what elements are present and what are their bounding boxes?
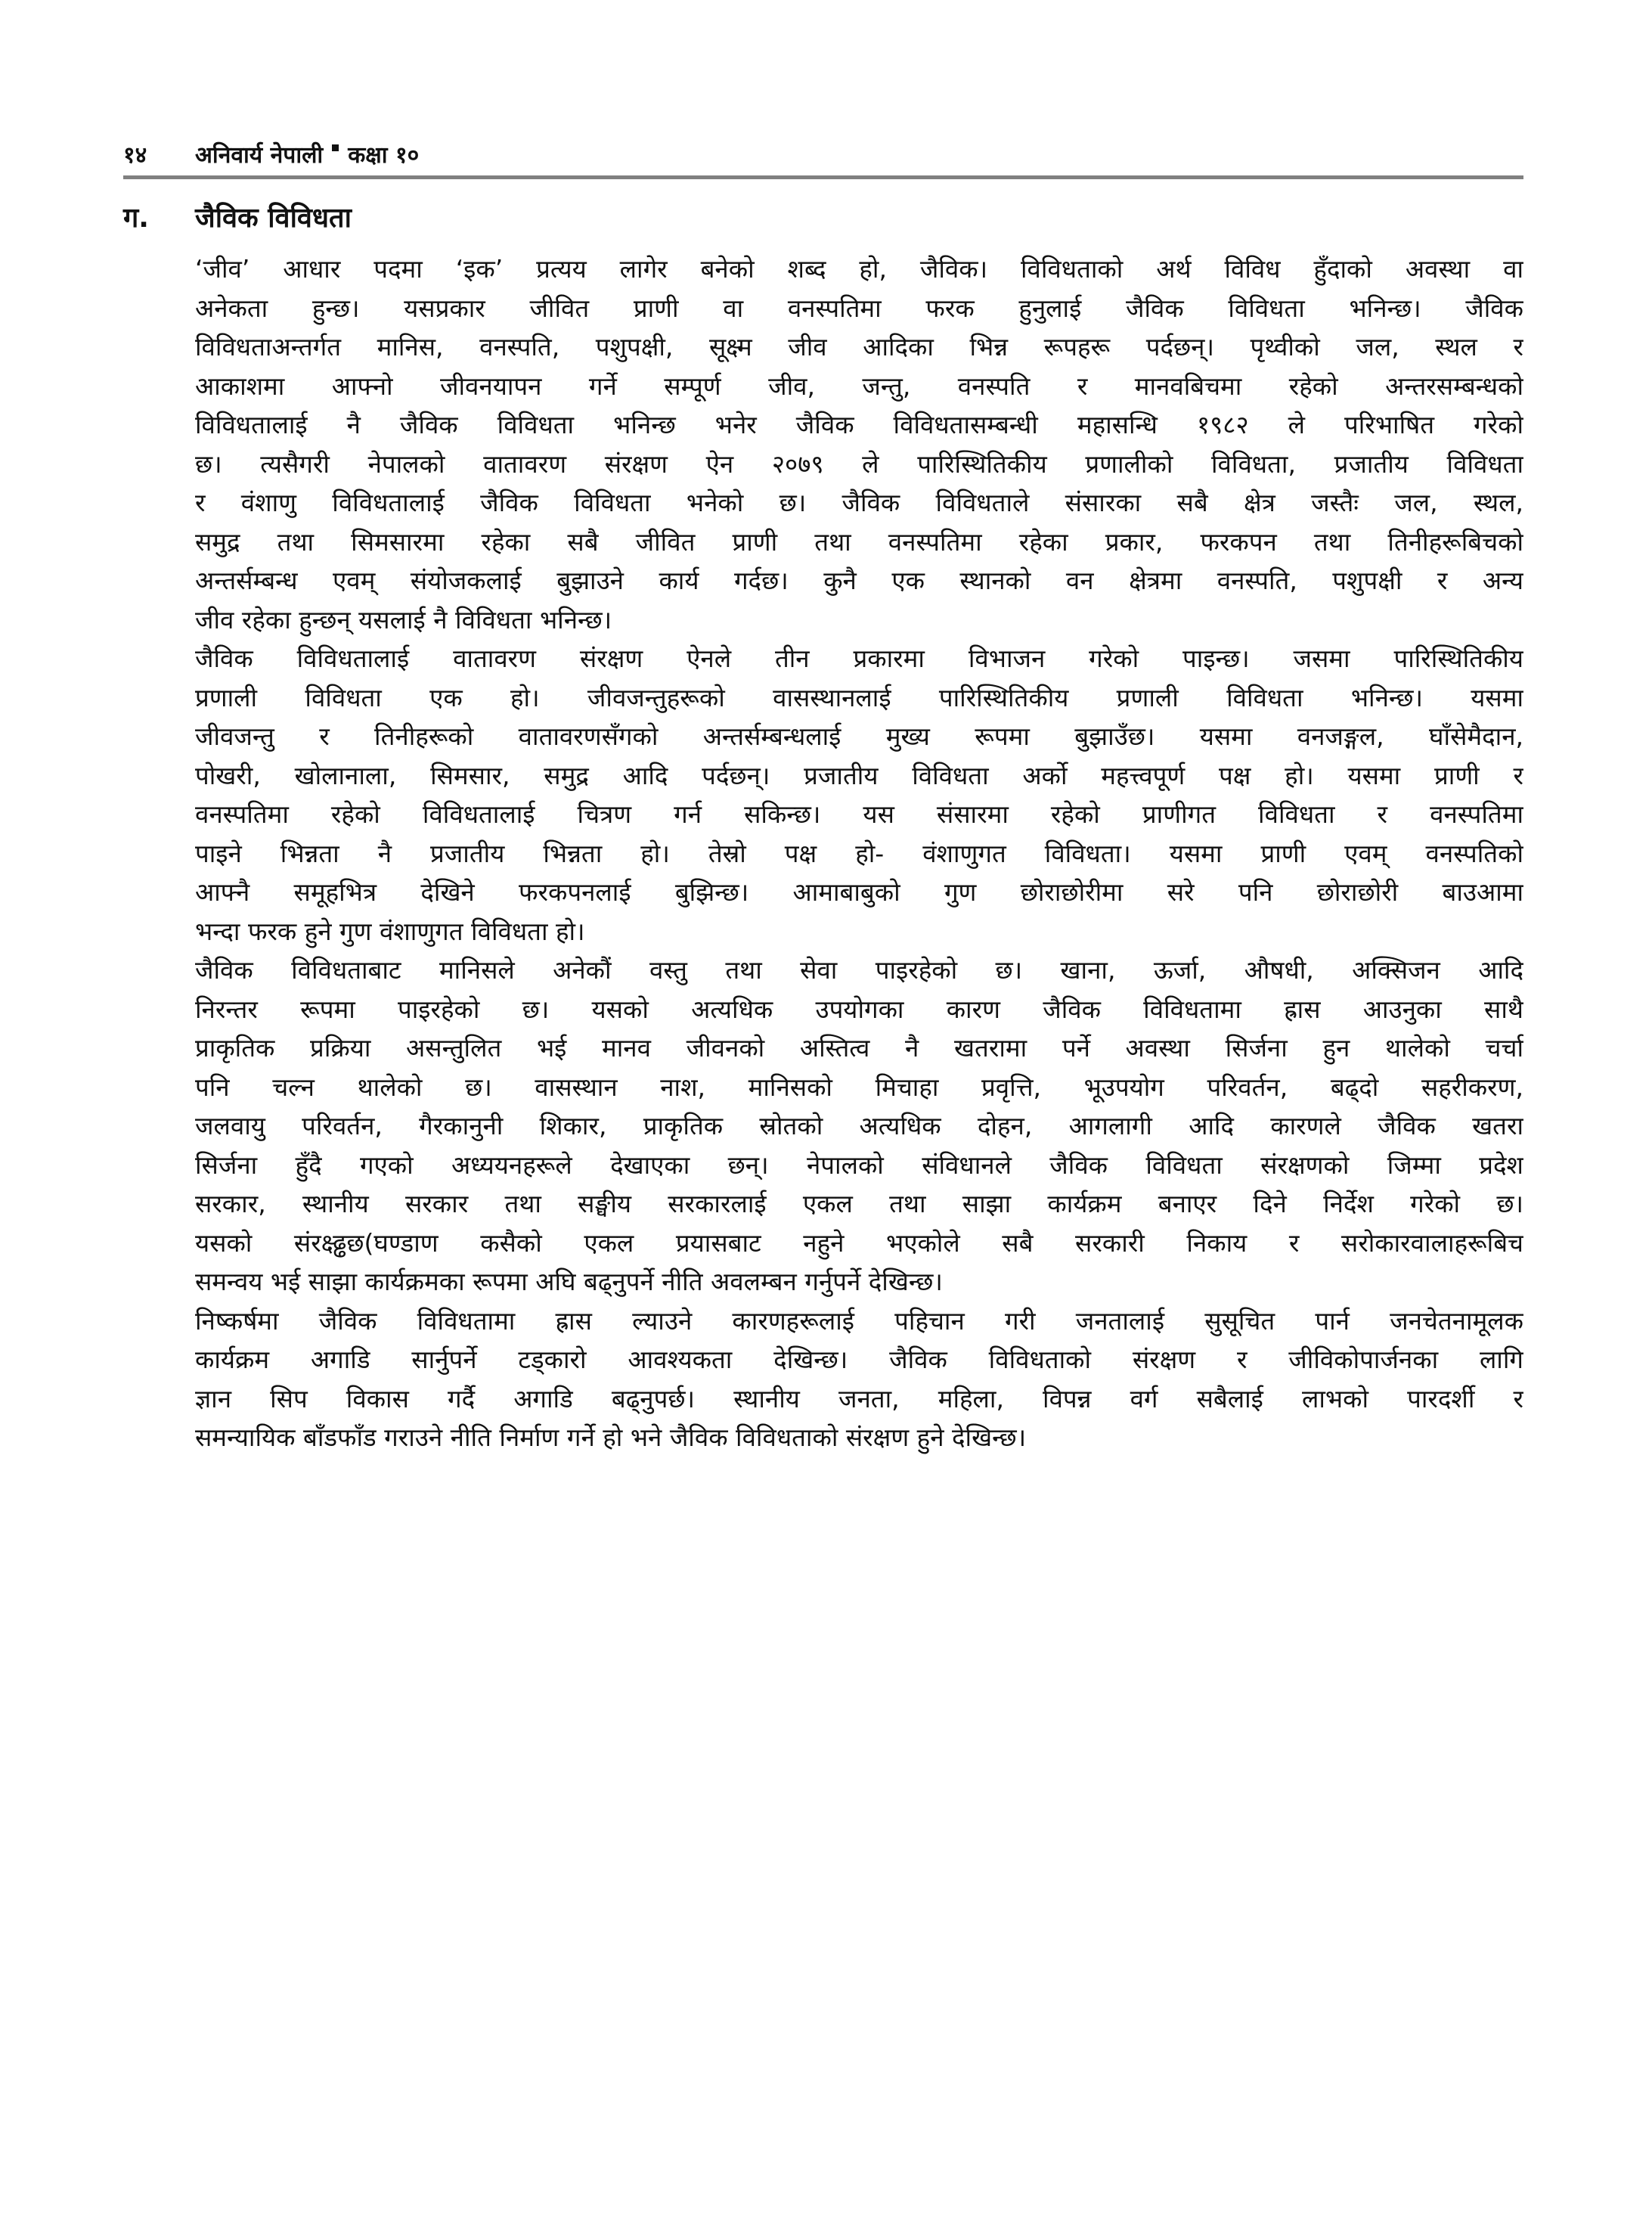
paragraph-line: अन्तर्सम्बन्ध एवम् संयोजकलाई बुझाउने कार्य गर्दछ। कुनै एक स्थानको वन क्षेत्रमा वनस्पति, पशुपक्षी र अन्य — [195, 566, 1523, 595]
paragraph-line: विविधतालाई नै जैविक विविधता भनिन्छ भनेर जैविक विविधतासम्बन्धी महासन्धि १९८२ ले परिभाषित गरेको — [195, 410, 1523, 439]
paragraph-line: ‘जीव’ आधार पदमा ‘इक’ प्रत्यय लागेर बनेको शब्द हो, जैविक। विविधताको अर्थ विविध हुँदाको अवस्था वा — [195, 254, 1523, 284]
paragraph-line: प्राकृतिक प्रक्रिया असन्तुलित भई मानव जीवनको अस्तित्व नै खतरामा पर्ने अवस्था सिर्जना हुन थालेको चर्चा — [195, 1033, 1523, 1063]
paragraph-line: जीव रहेका हुन्छन् यसलाई नै विविधता भनिन्छ। — [195, 604, 612, 635]
paragraph-line: पनि चल्न थालेको छ। वासस्थान नाश, मानिसको मिचाहा प्रवृत्ति, भूउपयोग परिवर्तन, बढ्दो सहरीकरण, — [195, 1072, 1523, 1102]
paragraph-line: सिर्जना हुँदै गएको अध्ययनहरूले देखाएका छन्। नेपालको संविधानले जैविक विविधता संरक्षणको जिम्मा प्रदेश — [195, 1150, 1523, 1180]
paragraph-line: जैविक विविधताबाट मानिसले अनेकौं वस्तु तथा सेवा पाइरहेको छ। खाना, ऊर्जा, औषधी, अक्सिजन आदि — [195, 955, 1523, 985]
running-head — [123, 135, 419, 172]
paragraph-line: यसको संरक्ष्ढ्ढछ(घण्डाण कसैको एकल प्रयासबाट नहुने भएकोले सबै सरकारी निकाय र सरोकारवालाहरूबिच — [195, 1227, 1523, 1258]
paragraph-line: निरन्तर रूपमा पाइरहेको छ। यसको अत्यधिक उपयोगका कारण जैविक विविधतामा ह्रास आउनुका साथै — [195, 994, 1523, 1024]
separator-square-icon — [332, 144, 339, 151]
paragraph-line: निष्कर्षमा जैविक विविधतामा ह्रास ल्याउने कारणहरूलाई पहिचान गरी जनतालाई सुसूचित पार्न जनचेतनामूलक — [195, 1305, 1523, 1336]
paragraph-line: पोखरी, खोलानाला, सिमसार, समुद्र आदि पर्दछन्। प्रजातीय विविधता अर्को महत्त्वपूर्ण पक्ष हो। यसमा प्राणी र — [195, 760, 1523, 790]
paragraph-line: समन्यायिक बाँडफाँड गराउने नीति निर्माण गर्ने हो भने जैविक विविधताको संरक्षण हुने देखिन्छ। — [195, 1423, 1027, 1452]
paragraph-line: ज्ञान सिप विकास गर्दै अगाडि बढ्नुपर्छ। स्थानीय जनता, महिला, विपन्न वर्ग सबैलाई लाभको पारदर्शी र — [195, 1383, 1523, 1413]
grade-label: कक्षा १० — [348, 141, 420, 169]
paragraph-line: भन्दा फरक हुने गुण वंशाणुगत विविधता हो। — [195, 916, 585, 946]
paragraph-line: अनेकता हुन्छ। यसप्रकार जीवित प्राणी वा वनस्पतिमा फरक हुनुलाई जैविक विविधता भनिन्छ। जैविक — [195, 293, 1523, 323]
section-letter: ग. — [123, 203, 149, 234]
paragraph — [195, 250, 1523, 639]
body-text — [195, 250, 1523, 1457]
paragraph-line: कार्यक्रम अगाडि सार्नुपर्ने टड्कारो आवश्यकता देखिन्छ। जैविक विविधताको संरक्षण र जीविकोपार्जनका लागि — [195, 1345, 1523, 1374]
paragraph-line: समन्वय भई साझा कार्यक्रमका रूपमा अघि बढ्नुपर्ने नीति अवलम्बन गर्नुपर्ने देखिन्छ। — [195, 1267, 943, 1296]
paragraph-line: सरकार, स्थानीय सरकार तथा सङ्घीय सरकारलाई एकल तथा साझा कार्यक्रम बनाएर दिने निर्देश गरेको छ। — [195, 1189, 1523, 1218]
paragraph-line: जीवजन्तु र तिनीहरूको वातावरणसँगको अन्तर्सम्बन्धलाई मुख्य रूपमा बुझाउँछ। यसमा वनजङ्गल, घाँसेमैदान, — [195, 721, 1523, 751]
paragraph-line: वनस्पतिमा रहेको विविधतालाई चित्रण गर्न सकिन्छ। यस संसारमा रहेको प्राणीगत विविधता र वनस्पतिमा — [195, 799, 1523, 829]
book-title: अनिवार्य नेपाली — [195, 141, 324, 169]
header-rule — [123, 175, 1523, 179]
paragraph-line: र वंशाणु विविधतालाई जैविक विविधता भनेको छ। जैविक विविधताले संसारका सबै क्षेत्र जस्तैः जल, स्थल, — [195, 488, 1523, 517]
paragraph-line: छ। त्यसैगरी नेपालको वातावरण संरक्षण ऐन २०७९ ले पारिस्थितिकीय प्रणालीको विविधता, प्रजातीय विविधता — [195, 448, 1523, 479]
paragraph — [195, 951, 1523, 1302]
paragraph-line: आकाशमा आफ्नो जीवनयापन गर्ने सम्पूर्ण जीव, जन्तु, वनस्पति र मानवबिचमा रहेको अन्तरसम्बन्धको — [195, 371, 1523, 401]
paragraph-line: विविधताअन्तर्गत मानिस, वनस्पति, पशुपक्षी, सूक्ष्म जीव आदिका भिन्न रूपहरू पर्दछन्। पृथ्वीको जल, स्थल र — [195, 332, 1523, 361]
paragraph-line: जलवायु परिवर्तन, गैरकानुनी शिकार, प्राकृतिक स्रोतको अत्यधिक दोहन, आगलागी आदि कारणले जैविक खतरा — [195, 1111, 1523, 1140]
paragraph — [195, 639, 1523, 951]
section-title: जैविक विविधता — [195, 203, 352, 234]
section-heading — [123, 198, 352, 235]
paragraph-line: समुद्र तथा सिमसारमा रहेका सबै जीवित प्राणी तथा वनस्पतिमा रहेका प्रकार, फरकपन तथा तिनीहरूबिचको — [195, 526, 1523, 557]
paragraph-line: पाइने भिन्नता नै प्रजातीय भिन्नता हो। तेस्रो पक्ष हो- वंशाणुगत विविधता। यसमा प्राणी एवम् वनस्पतिको — [195, 838, 1523, 868]
paragraph-line: प्रणाली विविधता एक हो। जीवजन्तुहरूको वासस्थानलाई पारिस्थितिकीय प्रणाली विविधता भनिन्छ। यसमा — [195, 682, 1523, 712]
paragraph — [195, 1302, 1523, 1457]
page-number: १४ — [123, 141, 147, 169]
paragraph-line: आफ्नै समूहभित्र देखिने फरकपनलाई बुझिन्छ। आमाबाबुको गुण छोराछोरीमा सरे पनि छोराछोरी बाउआमा — [195, 877, 1523, 907]
paragraph-line: जैविक विविधतालाई वातावरण संरक्षण ऐनले तीन प्रकारमा विभाजन गरेको पाइन्छ। जसमा पारिस्थितिकीय — [195, 644, 1523, 673]
